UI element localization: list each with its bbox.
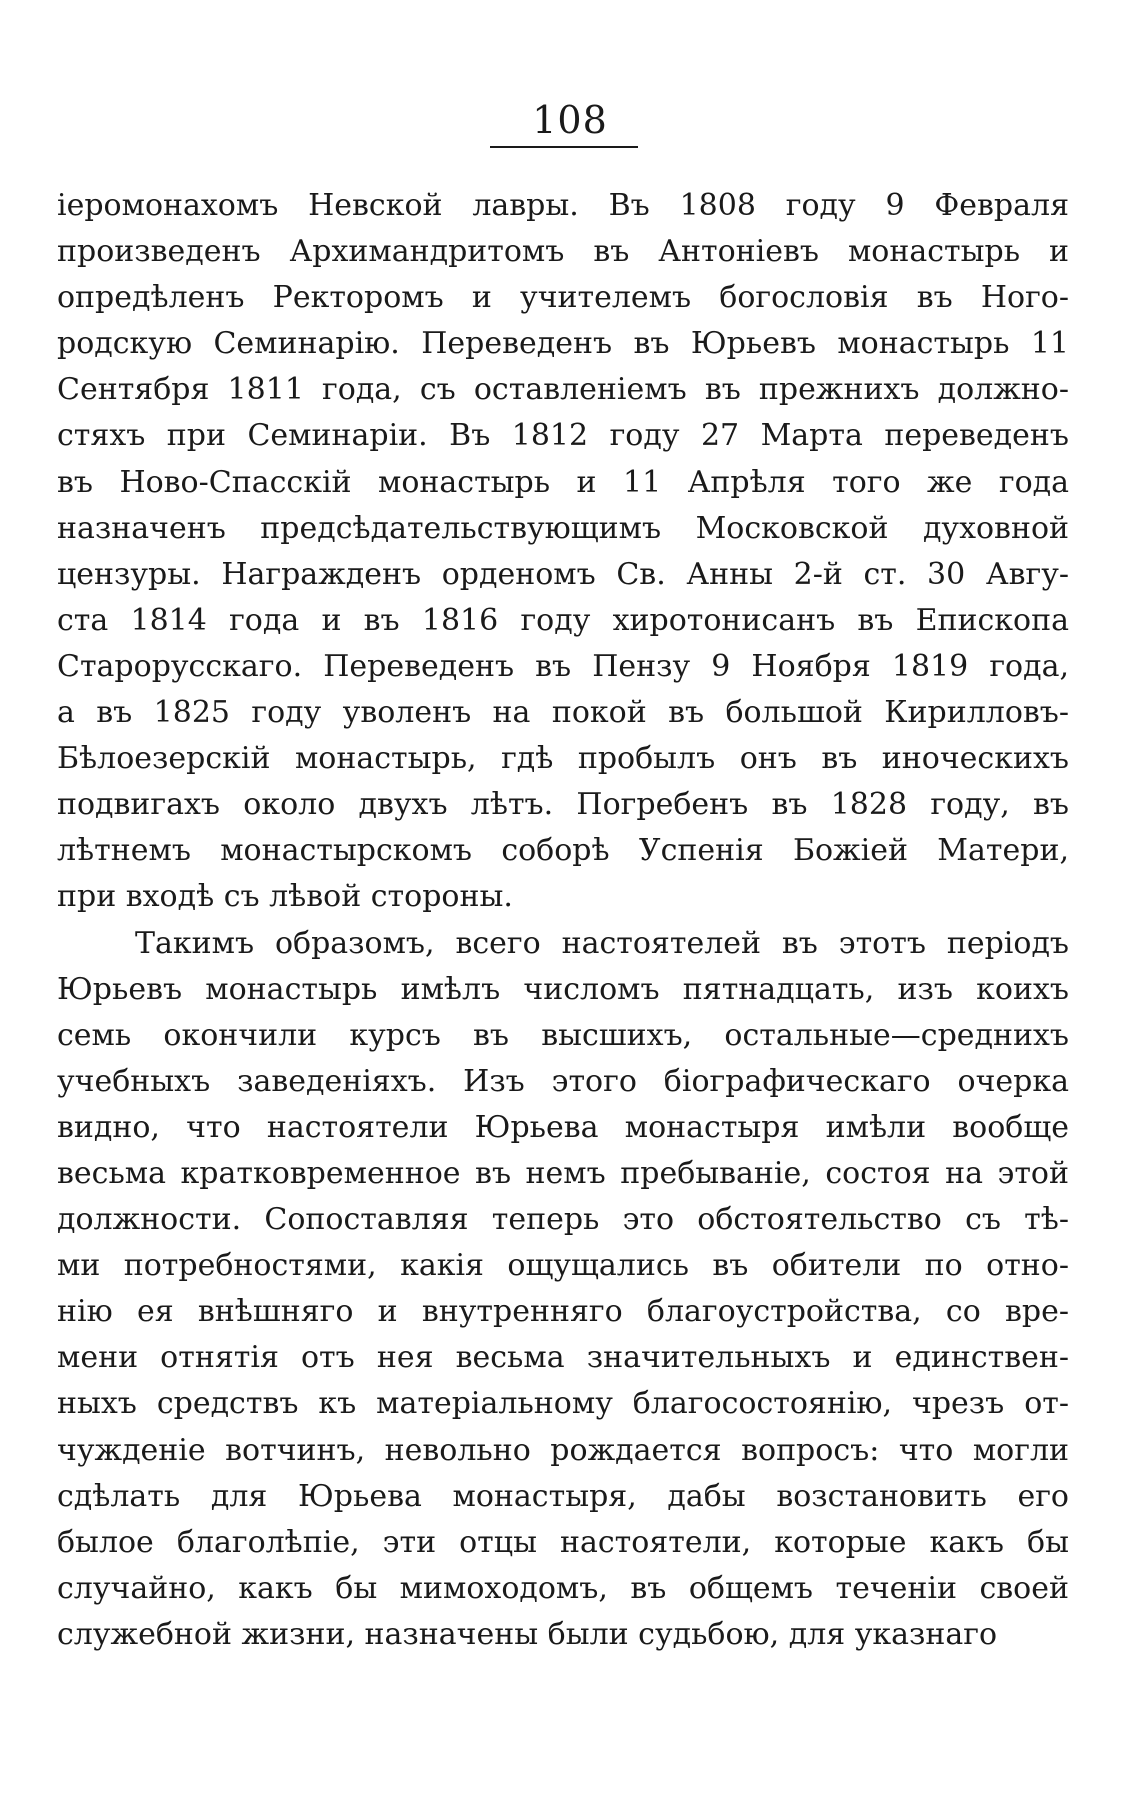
paragraph: [57, 921, 1069, 1659]
text-line: Сентября 1811 года, съ оставленіемъ въ прежнихъ должно-: [57, 372, 1069, 408]
text-line: стяхъ при Семинаріи. Въ 1812 году 27 Марта переведенъ: [57, 418, 1069, 454]
text-line: ныхъ средствъ къ матеріальному благосостоянію, чрезъ от-: [57, 1386, 1069, 1422]
text-line: цензуры. Награжденъ орденомъ Св. Анны 2-й ст. 30 Авгу-: [57, 556, 1069, 592]
text-line: ми потребностями, какія ощущались въ обители по отно-: [57, 1248, 1069, 1284]
text-line: назначенъ предсѣдательствующимъ Московской духовной: [57, 510, 1069, 546]
header-rule: [490, 146, 638, 148]
page-header: [0, 98, 1140, 142]
text-line: іеромонахомъ Невской лавры. Въ 1808 году 9 Февраля: [57, 188, 1069, 223]
text-line: при входѣ съ лѣвой стороны.: [57, 879, 513, 915]
text-line: должности. Сопоставляя теперь это обстоятельство съ тѣ-: [57, 1202, 1069, 1238]
text-line: въ Ново-Спасскій монастырь и 11 Апрѣля того же года: [57, 464, 1069, 500]
text-line: сдѣлать для Юрьева монастыря, дабы возстановить его: [57, 1478, 1069, 1514]
text-line: весьма кратковременное въ немъ пребываніе, состоя на этой: [57, 1155, 1069, 1191]
body-text: [57, 183, 1069, 1658]
text-line: опредѣленъ Ректоромъ и учителемъ богословія въ Ного-: [57, 280, 1069, 316]
text-line: былое благолѣпіе, эти отцы настоятели, которые какъ бы: [57, 1524, 1069, 1560]
text-line: мени отнятія отъ нея весьма значительныхъ и единствен-: [57, 1340, 1069, 1376]
text-line: случайно, какъ бы мимоходомъ, въ общемъ теченіи своей: [57, 1570, 1069, 1606]
paragraph: [57, 183, 1069, 921]
text-line: ста 1814 года и въ 1816 году хиротонисанъ въ Епископа: [57, 602, 1069, 638]
text-line: чужденіе вотчинъ, невольно рождается вопросъ: что могли: [57, 1432, 1069, 1468]
text-line: семь окончили курсъ въ высшихъ, остальные—среднихъ: [57, 1017, 1069, 1053]
text-line: родскую Семинарію. Переведенъ въ Юрьевъ монастырь 11: [57, 326, 1069, 362]
text-line: лѣтнемъ монастырскомъ соборѣ Успенія Божіей Матери,: [57, 833, 1069, 869]
text-line: произведенъ Архимандритомъ въ Антоніевъ монастырь и: [57, 234, 1069, 270]
text-line: подвигахъ около двухъ лѣтъ. Погребенъ въ 1828 году, въ: [57, 787, 1069, 823]
page-number: 108: [532, 98, 608, 142]
text-line: служебной жизни, назначены были судьбою, для указнаго: [57, 1616, 998, 1652]
text-line: Такимъ образомъ, всего настоятелей въ этотъ періодъ: [135, 925, 1069, 961]
text-line: нію ея внѣшняго и внутренняго благоустройства, со вре-: [57, 1294, 1069, 1330]
text-line: учебныхъ заведеніяхъ. Изъ этого біографическаго очерка: [57, 1063, 1069, 1099]
text-line: Юрьевъ монастырь имѣлъ числомъ пятнадцать, изъ коихъ: [57, 971, 1069, 1007]
text-line: Старорусскаго. Переведенъ въ Пензу 9 Ноября 1819 года,: [57, 648, 1069, 684]
text-line: видно, что настоятели Юрьева монастыря имѣли вообще: [57, 1109, 1069, 1145]
text-line: а въ 1825 году уволенъ на покой въ большой Кирилловъ-: [57, 695, 1069, 731]
text-line: Бѣлоезерскій монастырь, гдѣ пробылъ онъ въ иноческихъ: [57, 741, 1069, 777]
